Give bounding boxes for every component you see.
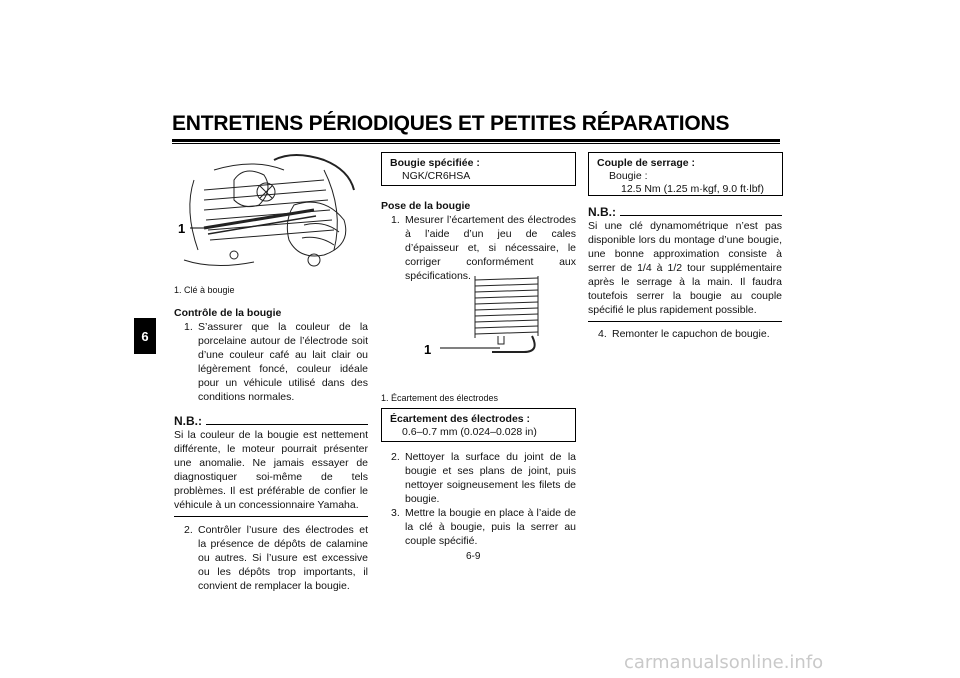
step-number: 3. <box>391 507 400 519</box>
note-text: Si une clé dynamométrique n’est pas disponible lors du montage d’une bougie, une bonne approximation consiste à serrer de 1/4 à 1/2 tour supplémentaire après le serrage à la main. Il faudra toutefois serrer la bougie au couple spécifié le plus rapidement possible. <box>588 220 782 316</box>
step-text: Contrôler l’usure des électrodes et la présence de dépôts de calamine ou autres. Si l’usure est excessive ou les dépôts trop importants, il convient de remplacer la bougie. <box>198 524 368 592</box>
note-label: N.B.: <box>174 414 202 428</box>
figure-callout: 1 <box>424 342 432 357</box>
left-column <box>174 306 368 593</box>
page-title: ENTRETIENS PÉRIODIQUES ET PETITES RÉPARATIONS <box>172 112 730 135</box>
figure-callout: 1 <box>178 221 186 236</box>
middle-column-top <box>381 199 576 283</box>
step-number: 4. <box>598 328 607 340</box>
spec-value: 12.5 Nm (1.25 m·kgf, 9.0 ft·lbf) <box>621 183 764 195</box>
figure-caption: 1. Écartement des électrodes <box>381 393 499 403</box>
page-number: 6-9 <box>466 551 481 562</box>
header-rule-thin <box>172 143 780 144</box>
note-header <box>588 205 782 219</box>
note-header <box>174 414 368 428</box>
right-column <box>588 205 782 341</box>
spec-box-torque <box>588 152 783 196</box>
step-1 <box>174 320 368 404</box>
spec-value: 0.6–0.7 mm (0.024–0.028 in) <box>402 426 537 438</box>
section-title: Pose de la bougie <box>381 200 471 212</box>
figure-caption: 1. Clé à bougie <box>174 285 235 295</box>
spec-box-spark-plug <box>381 152 576 186</box>
spec-box-electrode-gap <box>381 408 576 442</box>
header-rule <box>172 139 780 142</box>
note-label: N.B.: <box>588 205 616 219</box>
note-text: Si la couleur de la bougie est nettement différente, le moteur pourrait présenter une anomalie. Ne jamais essayer de diagnostiquer soi-même de tels problèmes. Il est préférable de confier le véhicule à un concessionnaire Yamaha. <box>174 429 368 511</box>
chapter-tab: 6 <box>134 318 156 354</box>
step-3 <box>381 506 576 548</box>
step-text: S’assurer que la couleur de la porcelaine autour de l’électrode soit d’une couleur café au lait clair ou légèrement foncé, couleur idéale pour un véhicule utilisé dans des conditions normales. <box>198 321 368 403</box>
step-text: Nettoyer la surface du joint de la bougie et ses plans de joint, puis nettoyer soigneusement les filets de bougie. <box>405 451 576 505</box>
watermark: carmanualsonline.info <box>624 652 824 673</box>
spec-subtitle: Bougie : <box>609 170 648 182</box>
step-text: Mettre la bougie en place à l’aide de la clé à bougie, puis la serrer au couple spécifié. <box>405 507 576 547</box>
step-number: 1. <box>184 321 193 333</box>
electrode-gap-illustration <box>420 272 550 362</box>
step-text: Mesurer l’écartement des électrodes à l’aide d’un jeu de cales d’épaisseur et, si nécessaire, le corriger conformément aux spécifications. <box>405 214 576 282</box>
spec-title: Bougie spécifiée : <box>390 157 480 169</box>
note-rule <box>620 215 782 216</box>
spec-title: Écartement des électrodes : <box>390 413 531 425</box>
step-number: 2. <box>391 451 400 463</box>
step-number: 1. <box>391 214 400 226</box>
middle-column-bottom <box>381 450 576 548</box>
spark-plug-wrench-illustration <box>174 150 369 278</box>
step-2 <box>174 523 368 593</box>
step-4 <box>588 327 782 341</box>
section-title: Contrôle de la bougie <box>174 307 282 319</box>
step-2 <box>381 450 576 506</box>
note-rule <box>206 424 368 425</box>
step-number: 2. <box>184 524 193 536</box>
step-text: Remonter le capuchon de bougie. <box>612 328 770 340</box>
spec-value: NGK/CR6HSA <box>402 170 471 182</box>
spec-title: Couple de serrage : <box>597 157 696 169</box>
